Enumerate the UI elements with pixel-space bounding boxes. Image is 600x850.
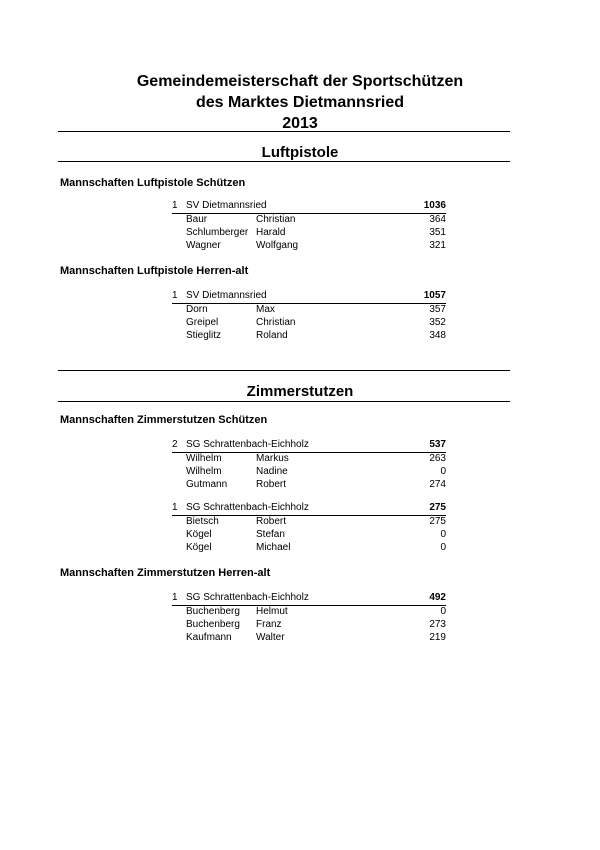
member-row xyxy=(172,214,446,227)
member-row xyxy=(172,227,446,240)
member-last-name: Schlumberger xyxy=(186,226,249,238)
team-block xyxy=(172,502,446,554)
member-row xyxy=(172,516,446,529)
category-title: Mannschaften Zimmerstutzen Herren-alt xyxy=(60,567,271,579)
member-last-name: Greipel xyxy=(186,316,219,328)
member-first-name: Wolfgang xyxy=(256,239,299,251)
member-row xyxy=(172,453,446,466)
document-year: 2013 xyxy=(282,115,318,132)
member-first-name: Max xyxy=(256,304,275,315)
member-first-name: Robert xyxy=(256,478,287,490)
category-title: Mannschaften Luftpistole Schützen xyxy=(60,177,246,189)
team-block xyxy=(172,439,446,491)
member-last-name: Kaufmann xyxy=(186,631,232,643)
team-total: 275 xyxy=(429,502,446,513)
team-rank: 1 xyxy=(172,290,178,301)
member-row xyxy=(172,466,446,479)
member-score: 348 xyxy=(429,329,446,341)
member-row xyxy=(172,529,446,542)
document-title-line2: des Marktes Dietmannsried xyxy=(195,94,405,111)
section-underline xyxy=(58,161,510,162)
member-last-name: Gutmann xyxy=(186,478,228,490)
member-row xyxy=(172,632,446,645)
team-total: 1036 xyxy=(423,200,446,211)
member-score: 352 xyxy=(429,316,446,328)
member-last-name: Kögel xyxy=(186,528,212,540)
member-score: 273 xyxy=(429,618,446,630)
member-first-name: Walter xyxy=(256,631,285,643)
member-first-name: Harald xyxy=(256,226,286,238)
team-name: SV Dietmannsried xyxy=(186,290,267,301)
team-rank: 2 xyxy=(172,439,178,450)
team-block xyxy=(172,592,446,644)
member-score: 0 xyxy=(440,465,446,477)
member-score: 0 xyxy=(440,606,446,617)
section-title-luftpistole: Luftpistole xyxy=(261,144,339,161)
member-first-name: Markus xyxy=(256,453,289,464)
team-name: SV Dietmannsried xyxy=(186,200,267,211)
member-row xyxy=(172,542,446,555)
team-total: 492 xyxy=(429,592,446,603)
team-header xyxy=(172,592,446,606)
member-first-name: Helmut xyxy=(256,606,288,617)
member-score: 364 xyxy=(429,214,446,225)
team-rank: 1 xyxy=(172,592,178,603)
member-first-name: Franz xyxy=(256,618,282,630)
member-row xyxy=(172,479,446,492)
member-score: 219 xyxy=(429,631,446,643)
team-rank: 1 xyxy=(172,200,178,211)
member-score: 357 xyxy=(429,304,446,315)
team-block xyxy=(172,290,446,342)
member-first-name: Nadine xyxy=(256,465,288,477)
team-total: 537 xyxy=(429,439,446,450)
member-last-name: Kögel xyxy=(186,541,212,553)
member-score: 0 xyxy=(440,528,446,540)
member-last-name: Bietsch xyxy=(186,516,219,527)
member-last-name: Dorn xyxy=(186,304,208,315)
member-first-name: Roland xyxy=(256,329,288,341)
member-last-name: Wilhelm xyxy=(186,453,222,464)
divider-line xyxy=(58,131,510,132)
member-row xyxy=(172,619,446,632)
team-name: SG Schrattenbach-Eichholz xyxy=(186,439,309,450)
team-name: SG Schrattenbach-Eichholz xyxy=(186,592,309,603)
team-total: 1057 xyxy=(423,290,446,301)
team-header xyxy=(172,290,446,304)
team-block xyxy=(172,200,446,252)
member-row xyxy=(172,330,446,343)
section-title-zimmerstutzen: Zimmerstutzen xyxy=(246,383,354,400)
member-last-name: Baur xyxy=(186,214,208,225)
member-last-name: Buchenberg xyxy=(186,618,240,630)
member-last-name: Stieglitz xyxy=(186,329,222,341)
member-first-name: Robert xyxy=(256,516,287,527)
member-score: 0 xyxy=(440,541,446,553)
member-last-name: Wilhelm xyxy=(186,465,222,477)
team-header xyxy=(172,200,446,214)
member-first-name: Christian xyxy=(256,214,296,225)
member-first-name: Christian xyxy=(256,316,296,328)
member-first-name: Stefan xyxy=(256,528,285,540)
category-title: Mannschaften Luftpistole Herren-alt xyxy=(60,265,249,277)
member-score: 275 xyxy=(429,516,446,527)
member-row xyxy=(172,304,446,317)
member-score: 321 xyxy=(429,239,446,251)
document-title-line1: Gemeindemeisterschaft der Sportschützen xyxy=(136,73,464,90)
member-score: 263 xyxy=(429,453,446,464)
member-row xyxy=(172,606,446,619)
section-underline xyxy=(58,401,510,402)
member-first-name: Michael xyxy=(256,541,291,553)
team-header xyxy=(172,439,446,453)
member-score: 351 xyxy=(429,226,446,238)
member-row xyxy=(172,240,446,253)
member-score: 274 xyxy=(429,478,446,490)
member-last-name: Buchenberg xyxy=(186,606,240,617)
member-last-name: Wagner xyxy=(186,239,221,251)
team-name: SG Schrattenbach-Eichholz xyxy=(186,502,309,513)
member-row xyxy=(172,317,446,330)
divider-line xyxy=(58,370,510,371)
team-rank: 1 xyxy=(172,502,178,513)
team-header xyxy=(172,502,446,516)
category-title: Mannschaften Zimmerstutzen Schützen xyxy=(60,414,268,426)
